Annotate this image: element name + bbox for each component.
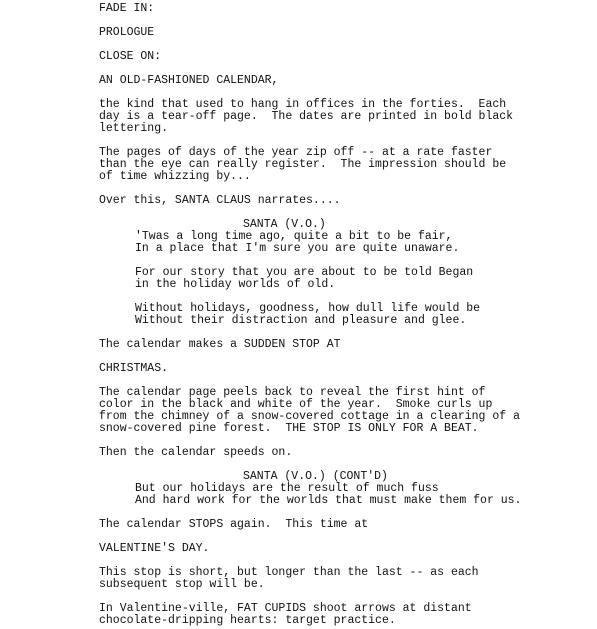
- action-line: the kind that used to hang in offices in the forties. Each: [99, 98, 507, 111]
- action-line: Then the calendar speeds on.: [99, 446, 293, 459]
- action-line: day is a tear-off page. The dates are printed in bold black: [99, 110, 514, 123]
- shot-subject: AN OLD-FASHIONED CALENDAR,: [99, 74, 279, 87]
- action-line: The calendar STOPS again. This time at: [99, 518, 369, 531]
- action-line: lettering.: [99, 122, 169, 135]
- action-line: snow-covered pine forest. THE STOP IS ONLY FOR A BEAT.: [99, 422, 479, 435]
- action-line: from the chimney of a snow-covered cottage in a clearing of a: [99, 410, 520, 423]
- action-line: The calendar page peels back to reveal the first hint of: [99, 386, 486, 399]
- action-line: chocolate-dripping hearts: target practice.: [99, 614, 396, 627]
- dialogue-line: Without holidays, goodness, how dull life would be: [135, 302, 481, 315]
- dialogue-line: in the holiday worlds of old.: [135, 278, 336, 291]
- character-cue: SANTA (V.O.) (CONT'D): [243, 470, 388, 483]
- action-line: The pages of days of the year zip off -- at a rate faster: [99, 146, 493, 159]
- action-line: of time whizzing by...: [99, 170, 251, 183]
- action-line: than the eye can really register. The impression should be: [99, 158, 507, 171]
- dialogue-line: Without their distraction and pleasure and glee.: [135, 314, 467, 327]
- shot-direction: CLOSE ON:: [99, 50, 162, 63]
- action-line: VALENTINE'S DAY.: [99, 542, 210, 555]
- action-line: This stop is short, but longer than the last -- as each: [99, 566, 479, 579]
- dialogue-line: But our holidays are the result of much fuss: [135, 482, 439, 495]
- action-line: In Valentine-ville, FAT CUPIDS shoot arrows at distant: [99, 602, 472, 615]
- action-line: subsequent stop will be.: [99, 578, 265, 591]
- dialogue-line: In a place that I'm sure you are quite unaware.: [135, 242, 460, 255]
- dialogue-line: And hard work for the worlds that must make them for us.: [135, 494, 522, 507]
- dialogue-line: For our story that you are about to be told Began: [135, 266, 474, 279]
- action-line: Over this, SANTA CLAUS narrates....: [99, 194, 341, 207]
- action-line: color in the black and white of the year. Smoke curls up: [99, 398, 493, 411]
- dialogue-line: 'Twas a long time ago, quite a bit to be fair,: [135, 230, 453, 243]
- scene-transition: FADE IN:: [99, 2, 155, 15]
- action-line: The calendar makes a SUDDEN STOP AT: [99, 338, 341, 351]
- prologue-heading: PROLOGUE: [99, 26, 155, 39]
- action-line: CHRISTMAS.: [99, 362, 169, 375]
- character-cue: SANTA (V.O.): [243, 218, 326, 231]
